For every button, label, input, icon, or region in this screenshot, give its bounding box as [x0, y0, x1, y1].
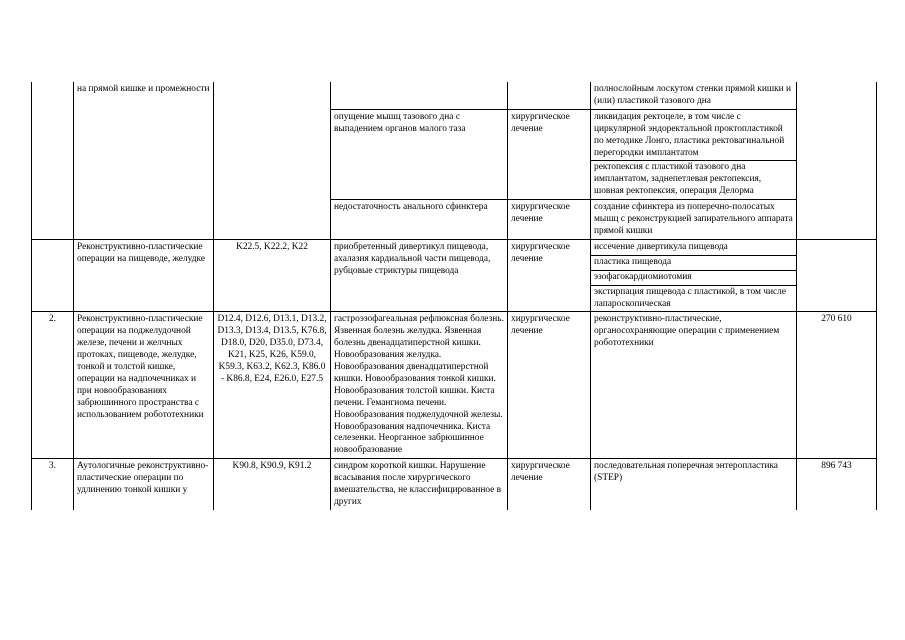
diagnosis: приобретенный дивертикул пищевода, ахалазия кардиальной части пищевода, рубцовые стриктуры пищевода — [331, 239, 508, 312]
treatment-method: экстирпация пищевода с пластикой, в том числе лапароскопическая — [591, 285, 796, 312]
procedure-name: на прямой кишке и промежности — [74, 82, 214, 239]
row-number — [32, 239, 74, 312]
procedures-table — [31, 82, 877, 510]
treatment-type: хирургическое лечение — [508, 239, 591, 312]
row-number: 2. — [32, 312, 74, 459]
icd-codes: K90.8, K90.9, K91.2 — [214, 459, 331, 510]
icd-codes — [214, 82, 331, 239]
treatment-method: ликвидация ректоцеле, в том числе с циркулярной эндоректальной проктопластикой по методике Лонго, пластика ректовагинальной перегородки имплантатом — [594, 111, 785, 158]
treatment-type: хирургическое лечение — [508, 459, 591, 510]
treatment-type: хирургическое лечение — [508, 200, 591, 240]
treatment-method: ректопексия с пластикой тазового дна имплантатом, заднепетлевая ректопексия, шовная ректопексия, операция Делорма — [591, 160, 796, 199]
price: 896 743 — [797, 459, 877, 510]
row-number: 3. — [32, 459, 74, 510]
row-number — [32, 82, 74, 239]
price: 270 610 — [797, 312, 877, 459]
icd-codes: D12.4, D12.6, D13.1, D13.2, D13.3, D13.4, D13.5, K76.8, D18.0, D20, D35.0, D73.4, K21, K25, K26, K59.0, K59.3, K63.2, K62.3, K86.0 - K86.8, E24, E26.0, E27.5 — [214, 312, 331, 459]
price — [797, 82, 877, 239]
table-row — [32, 459, 877, 510]
procedure-name: Реконструктивно-пластические операции на поджелудочной железе, печени и желчных протоках, пищеводе, желудке, тонкой и толстой кишке, операции на надпочечниках и при новообразованиях забрюшинного пространства с использованием робототехники — [74, 312, 214, 459]
procedure-name: Реконструктивно-пластические операции на пищеводе, желудке — [74, 239, 214, 312]
diagnosis: синдром короткой кишки. Нарушение всасывания после хирургического вмешательства, не классифицированное в других — [331, 459, 508, 510]
diagnosis: опущение мышц тазового дна с выпадением органов малого таза — [331, 109, 508, 199]
treatment-type: хирургическое лечение — [508, 109, 591, 199]
table-row — [32, 82, 877, 109]
treatment-method: полнослойным лоскутом стенки прямой кишки и (или) пластикой тазового дна — [591, 82, 797, 109]
treatment-methods — [591, 239, 797, 312]
diagnosis — [331, 82, 508, 109]
icd-codes: K22.5, K22.2, K22 — [214, 239, 331, 312]
treatment-method: создание сфинктера из поперечно-полосатых мышц с реконструкцией запирательного аппарата прямой кишки — [591, 200, 797, 240]
diagnosis: гастроэзофагеальная рефлюксная болезнь. Язвенная болезнь желудка. Язвенная болезнь двенадцатиперстной кишки. Новообразования желудка. Новообразования двенадцатиперстной кишки. Новообразования тонкой кишки. Новообразования толстой кишки. Киста печени. Гемангиома печени. Новообразования поджелудочной железы. Новообразования надпочечника. Киста селезенки. Неорганное забрюшинное новообразование — [331, 312, 508, 459]
treatment-type: хирургическое лечение — [508, 312, 591, 459]
treatment-method: пластика пищевода — [591, 255, 796, 270]
treatment-method: реконструктивно-пластические, органосохраняющие операции с применением робототехники — [591, 312, 797, 459]
treatment-method: иссечение дивертикула пищевода — [594, 241, 728, 252]
table-row — [32, 239, 877, 312]
treatment-method: эзофагокардиомиотомия — [591, 270, 796, 285]
treatment-method: последовательная поперечная энтеропластика (STEP) — [591, 459, 797, 510]
diagnosis: недостаточность анального сфинктера — [331, 200, 508, 240]
price — [797, 239, 877, 312]
treatment-methods — [591, 109, 797, 199]
treatment-type — [508, 82, 591, 109]
procedure-name: Аутологичные реконструктивно-пластические операции по удлинению тонкой кишки у — [74, 459, 214, 510]
table-row — [32, 312, 877, 459]
